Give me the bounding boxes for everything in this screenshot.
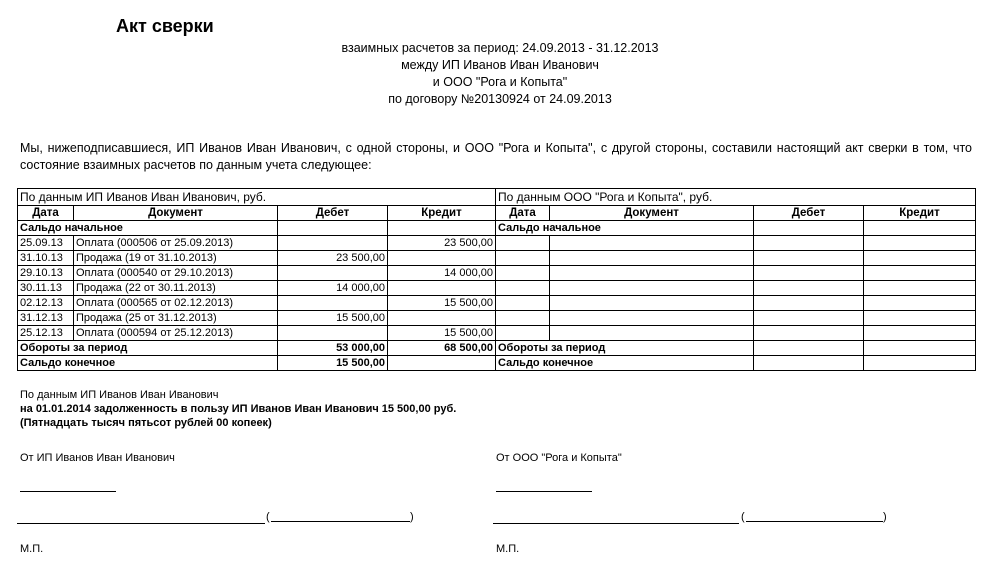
table-row bbox=[18, 281, 976, 296]
empty-cell bbox=[496, 326, 550, 341]
row-document: Продажа (19 от 31.10.2013) bbox=[74, 251, 278, 266]
col-debit-header: Дебет bbox=[754, 206, 864, 221]
row-credit bbox=[388, 281, 496, 296]
empty-cell bbox=[864, 236, 976, 251]
table-row bbox=[18, 266, 976, 281]
empty-cell bbox=[550, 326, 754, 341]
empty-cell bbox=[496, 281, 550, 296]
empty-cell bbox=[754, 266, 864, 281]
col-date-header: Дата bbox=[496, 206, 550, 221]
empty-cell bbox=[550, 281, 754, 296]
col-document-header: Документ bbox=[550, 206, 754, 221]
turnover-credit: 68 500,00 bbox=[388, 341, 496, 356]
empty-cell bbox=[864, 311, 976, 326]
row-credit: 14 000,00 bbox=[388, 266, 496, 281]
row-debit bbox=[278, 296, 388, 311]
col-credit-header: Кредит bbox=[388, 206, 496, 221]
row-date: 30.11.13 bbox=[18, 281, 74, 296]
empty-cell bbox=[550, 296, 754, 311]
table-row bbox=[18, 326, 976, 341]
table-row bbox=[18, 236, 976, 251]
col-credit-header: Кредит bbox=[864, 206, 976, 221]
document-title: Акт сверки bbox=[116, 16, 214, 36]
footer-debt-statement: на 01.01.2014 задолженность в пользу ИП Иванов Иван Иванович 15 500,00 руб. bbox=[20, 403, 457, 415]
row-date: 25.12.13 bbox=[18, 326, 74, 341]
row-document: Оплата (000565 от 02.12.2013) bbox=[74, 296, 278, 311]
left-paren-close: ) bbox=[410, 511, 414, 523]
header-and: и ООО "Рога и Копыта" bbox=[432, 75, 568, 89]
row-debit: 23 500,00 bbox=[278, 251, 388, 266]
left-stamp-label: М.П. bbox=[20, 543, 44, 555]
row-date: 29.10.13 bbox=[18, 266, 74, 281]
row-debit: 14 000,00 bbox=[278, 281, 388, 296]
right-paren-open: ( bbox=[741, 511, 745, 523]
row-credit: 15 500,00 bbox=[388, 326, 496, 341]
right-party-header: По данным ООО "Рога и Копыта", руб. bbox=[496, 189, 976, 206]
row-document: Оплата (000506 от 25.09.2013) bbox=[74, 236, 278, 251]
footer-amount-words: (Пятнадцать тысяч пятьсот рублей 00 копеек) bbox=[20, 417, 272, 429]
footer-line-1: По данным ИП Иванов Иван Иванович bbox=[20, 389, 219, 401]
left-signatory: От ИП Иванов Иван Иванович bbox=[20, 452, 175, 464]
row-debit bbox=[278, 266, 388, 281]
right-signature-line bbox=[493, 523, 739, 524]
empty-cell bbox=[754, 236, 864, 251]
col-debit-header: Дебет bbox=[278, 206, 388, 221]
table-row bbox=[18, 296, 976, 311]
row-debit bbox=[278, 326, 388, 341]
row-credit: 23 500,00 bbox=[388, 236, 496, 251]
empty-cell bbox=[550, 236, 754, 251]
empty-cell bbox=[864, 296, 976, 311]
col-date-header: Дата bbox=[18, 206, 74, 221]
closing-balance-row bbox=[18, 356, 976, 371]
empty-cell bbox=[754, 311, 864, 326]
closing-debit: 15 500,00 bbox=[278, 356, 388, 371]
empty-cell bbox=[496, 296, 550, 311]
empty-cell bbox=[496, 311, 550, 326]
table-column-header-row bbox=[18, 206, 976, 221]
row-date: 25.09.13 bbox=[18, 236, 74, 251]
table-row bbox=[18, 251, 976, 266]
row-credit bbox=[388, 311, 496, 326]
row-debit bbox=[278, 236, 388, 251]
left-position-line bbox=[20, 491, 116, 492]
row-document: Продажа (25 от 31.12.2013) bbox=[74, 311, 278, 326]
row-document: Оплата (000540 от 29.10.2013) bbox=[74, 266, 278, 281]
empty-cell bbox=[496, 236, 550, 251]
empty-cell bbox=[864, 281, 976, 296]
empty-cell bbox=[864, 266, 976, 281]
empty-cell bbox=[550, 251, 754, 266]
row-date: 31.10.13 bbox=[18, 251, 74, 266]
closing-balance-label: Сальдо конечное bbox=[496, 356, 754, 371]
row-debit: 15 500,00 bbox=[278, 311, 388, 326]
opening-balance-label: Сальдо начальное bbox=[496, 221, 754, 236]
right-stamp-label: М.П. bbox=[496, 543, 520, 555]
row-credit: 15 500,00 bbox=[388, 296, 496, 311]
table-party-header-row bbox=[18, 189, 976, 206]
header-contract: по договору №20130924 от 24.09.2013 bbox=[388, 92, 612, 106]
row-date: 02.12.13 bbox=[18, 296, 74, 311]
turnover-label: Обороты за период bbox=[18, 341, 278, 356]
right-name-line bbox=[746, 521, 883, 522]
left-name-line bbox=[271, 521, 410, 522]
right-paren-close: ) bbox=[883, 511, 887, 523]
empty-cell bbox=[864, 326, 976, 341]
empty-cell bbox=[754, 281, 864, 296]
left-party-header: По данным ИП Иванов Иван Иванович, руб. bbox=[18, 189, 496, 206]
empty-cell bbox=[754, 326, 864, 341]
left-paren-open: ( bbox=[266, 511, 270, 523]
right-signatory: От ООО "Рога и Копыта" bbox=[496, 452, 622, 464]
intro-paragraph: Мы, нижеподписавшиеся, ИП Иванов Иван Иванович, с одной стороны, и ООО "Рога и Копыта", с другой стороны, составили настоящий акт сверки в том, что состояние взаимных расчетов по данным учета следующее: bbox=[20, 141, 972, 172]
closing-balance-label: Сальдо конечное bbox=[18, 356, 278, 371]
row-date: 31.12.13 bbox=[18, 311, 74, 326]
empty-cell bbox=[754, 296, 864, 311]
empty-cell bbox=[864, 251, 976, 266]
turnover-debit: 53 000,00 bbox=[278, 341, 388, 356]
empty-cell bbox=[496, 251, 550, 266]
opening-balance-label: Сальдо начальное bbox=[18, 221, 278, 236]
empty-cell bbox=[754, 251, 864, 266]
row-document: Оплата (000594 от 25.12.2013) bbox=[74, 326, 278, 341]
empty-cell bbox=[550, 266, 754, 281]
header-period: взаимных расчетов за период: 24.09.2013 - 31.12.2013 bbox=[341, 41, 659, 55]
reconciliation-table bbox=[17, 188, 976, 371]
right-position-line bbox=[496, 491, 592, 492]
table-row bbox=[18, 311, 976, 326]
col-document-header: Документ bbox=[74, 206, 278, 221]
header-between: между ИП Иванов Иван Иванович bbox=[401, 58, 599, 72]
row-credit bbox=[388, 251, 496, 266]
empty-cell bbox=[496, 266, 550, 281]
empty-cell bbox=[550, 311, 754, 326]
opening-balance-row bbox=[18, 221, 976, 236]
row-document: Продажа (22 от 30.11.2013) bbox=[74, 281, 278, 296]
left-signature-line bbox=[17, 523, 265, 524]
turnover-label: Обороты за период bbox=[496, 341, 754, 356]
turnover-row bbox=[18, 341, 976, 356]
